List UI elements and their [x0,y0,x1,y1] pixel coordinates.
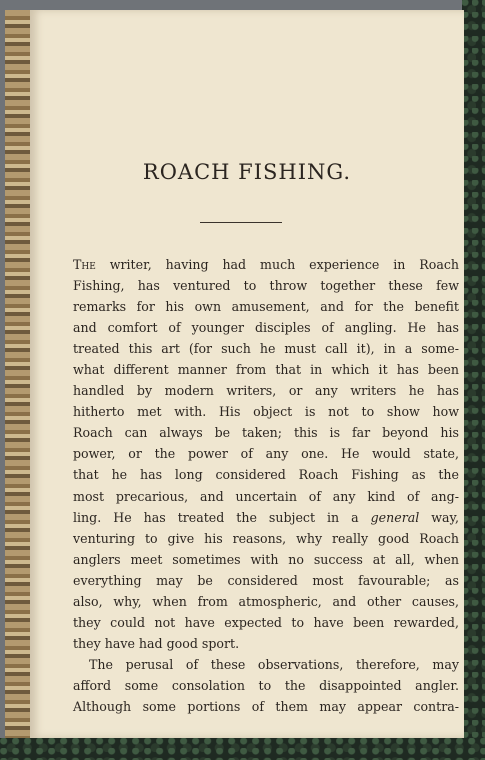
line-text: anglers meet sometimes with no success at all, when [73,551,459,567]
line-text: most precarious, and uncertain of any kind of ang- [73,488,459,504]
text-line [73,422,459,443]
line-text: Fishing, has ventured to throw together these few [73,278,459,294]
title-rule [200,222,282,223]
text-line [73,696,459,717]
marbled-cover-bottom [0,738,485,760]
line-text: and comfort of younger disciples of angling. He has [73,320,459,336]
text-line [73,528,459,549]
line-text: The perusal of these observations, therefore, may [89,656,459,672]
text-line [73,486,459,507]
line-text: treated this art (for such he must call it), in a some- [73,341,459,357]
line-text: they have had good sport. [73,635,240,651]
text-line [73,275,459,296]
emphasis-text: general [370,509,420,525]
line-text: Roach can always be taken; this is far beyond his [73,425,459,441]
line-text: everything may be considered most favourable; as [73,572,459,588]
text-line [73,464,459,485]
text-line [73,570,459,591]
text-line [73,443,459,464]
text-line [73,675,459,696]
text-line [73,633,459,654]
line-text: writer, having had much experience in Roach [95,257,459,272]
text-line [73,591,459,612]
marbled-cover-edge [462,0,485,760]
line-text: ling. He has treated the subject in a [73,509,371,525]
text-line [73,549,459,570]
line-text: afford some consolation to the disappointed angler. [73,677,459,693]
text-line [73,359,459,380]
line-text: that he has long considered Roach Fishing as the [73,467,459,483]
line-text: hitherto met with. His object is not to show how [73,404,459,420]
line-text: Although some portions of them may appear contra- [73,698,459,714]
line-text: handled by modern writers, or any writers he has [73,383,459,399]
text-line [73,338,459,359]
text-line [73,507,459,528]
line-text: also, why, when from atmospheric, and other causes, [73,593,459,609]
book-spine [5,10,33,740]
text-line [73,254,459,275]
chapter-title: ROACH FISHING. [142,160,352,184]
line-text: power, or the power of any one. He would state, [73,446,459,462]
line-text: way, [419,509,459,525]
text-line [73,317,459,338]
small-caps-lead: The [73,257,96,272]
line-text: remarks for his own amusement, and for the benefit [73,299,459,315]
line-text: they could not have expected to have been rewarded, [73,614,459,630]
text-line [73,401,459,422]
line-text: venturing to give his reasons, why really good Roach [73,530,459,546]
text-line [73,654,459,675]
body-text [73,254,459,717]
text-line [73,296,459,317]
text-line [73,380,459,401]
line-text: what different manner from that in which it has been [73,362,459,378]
text-line [73,612,459,633]
